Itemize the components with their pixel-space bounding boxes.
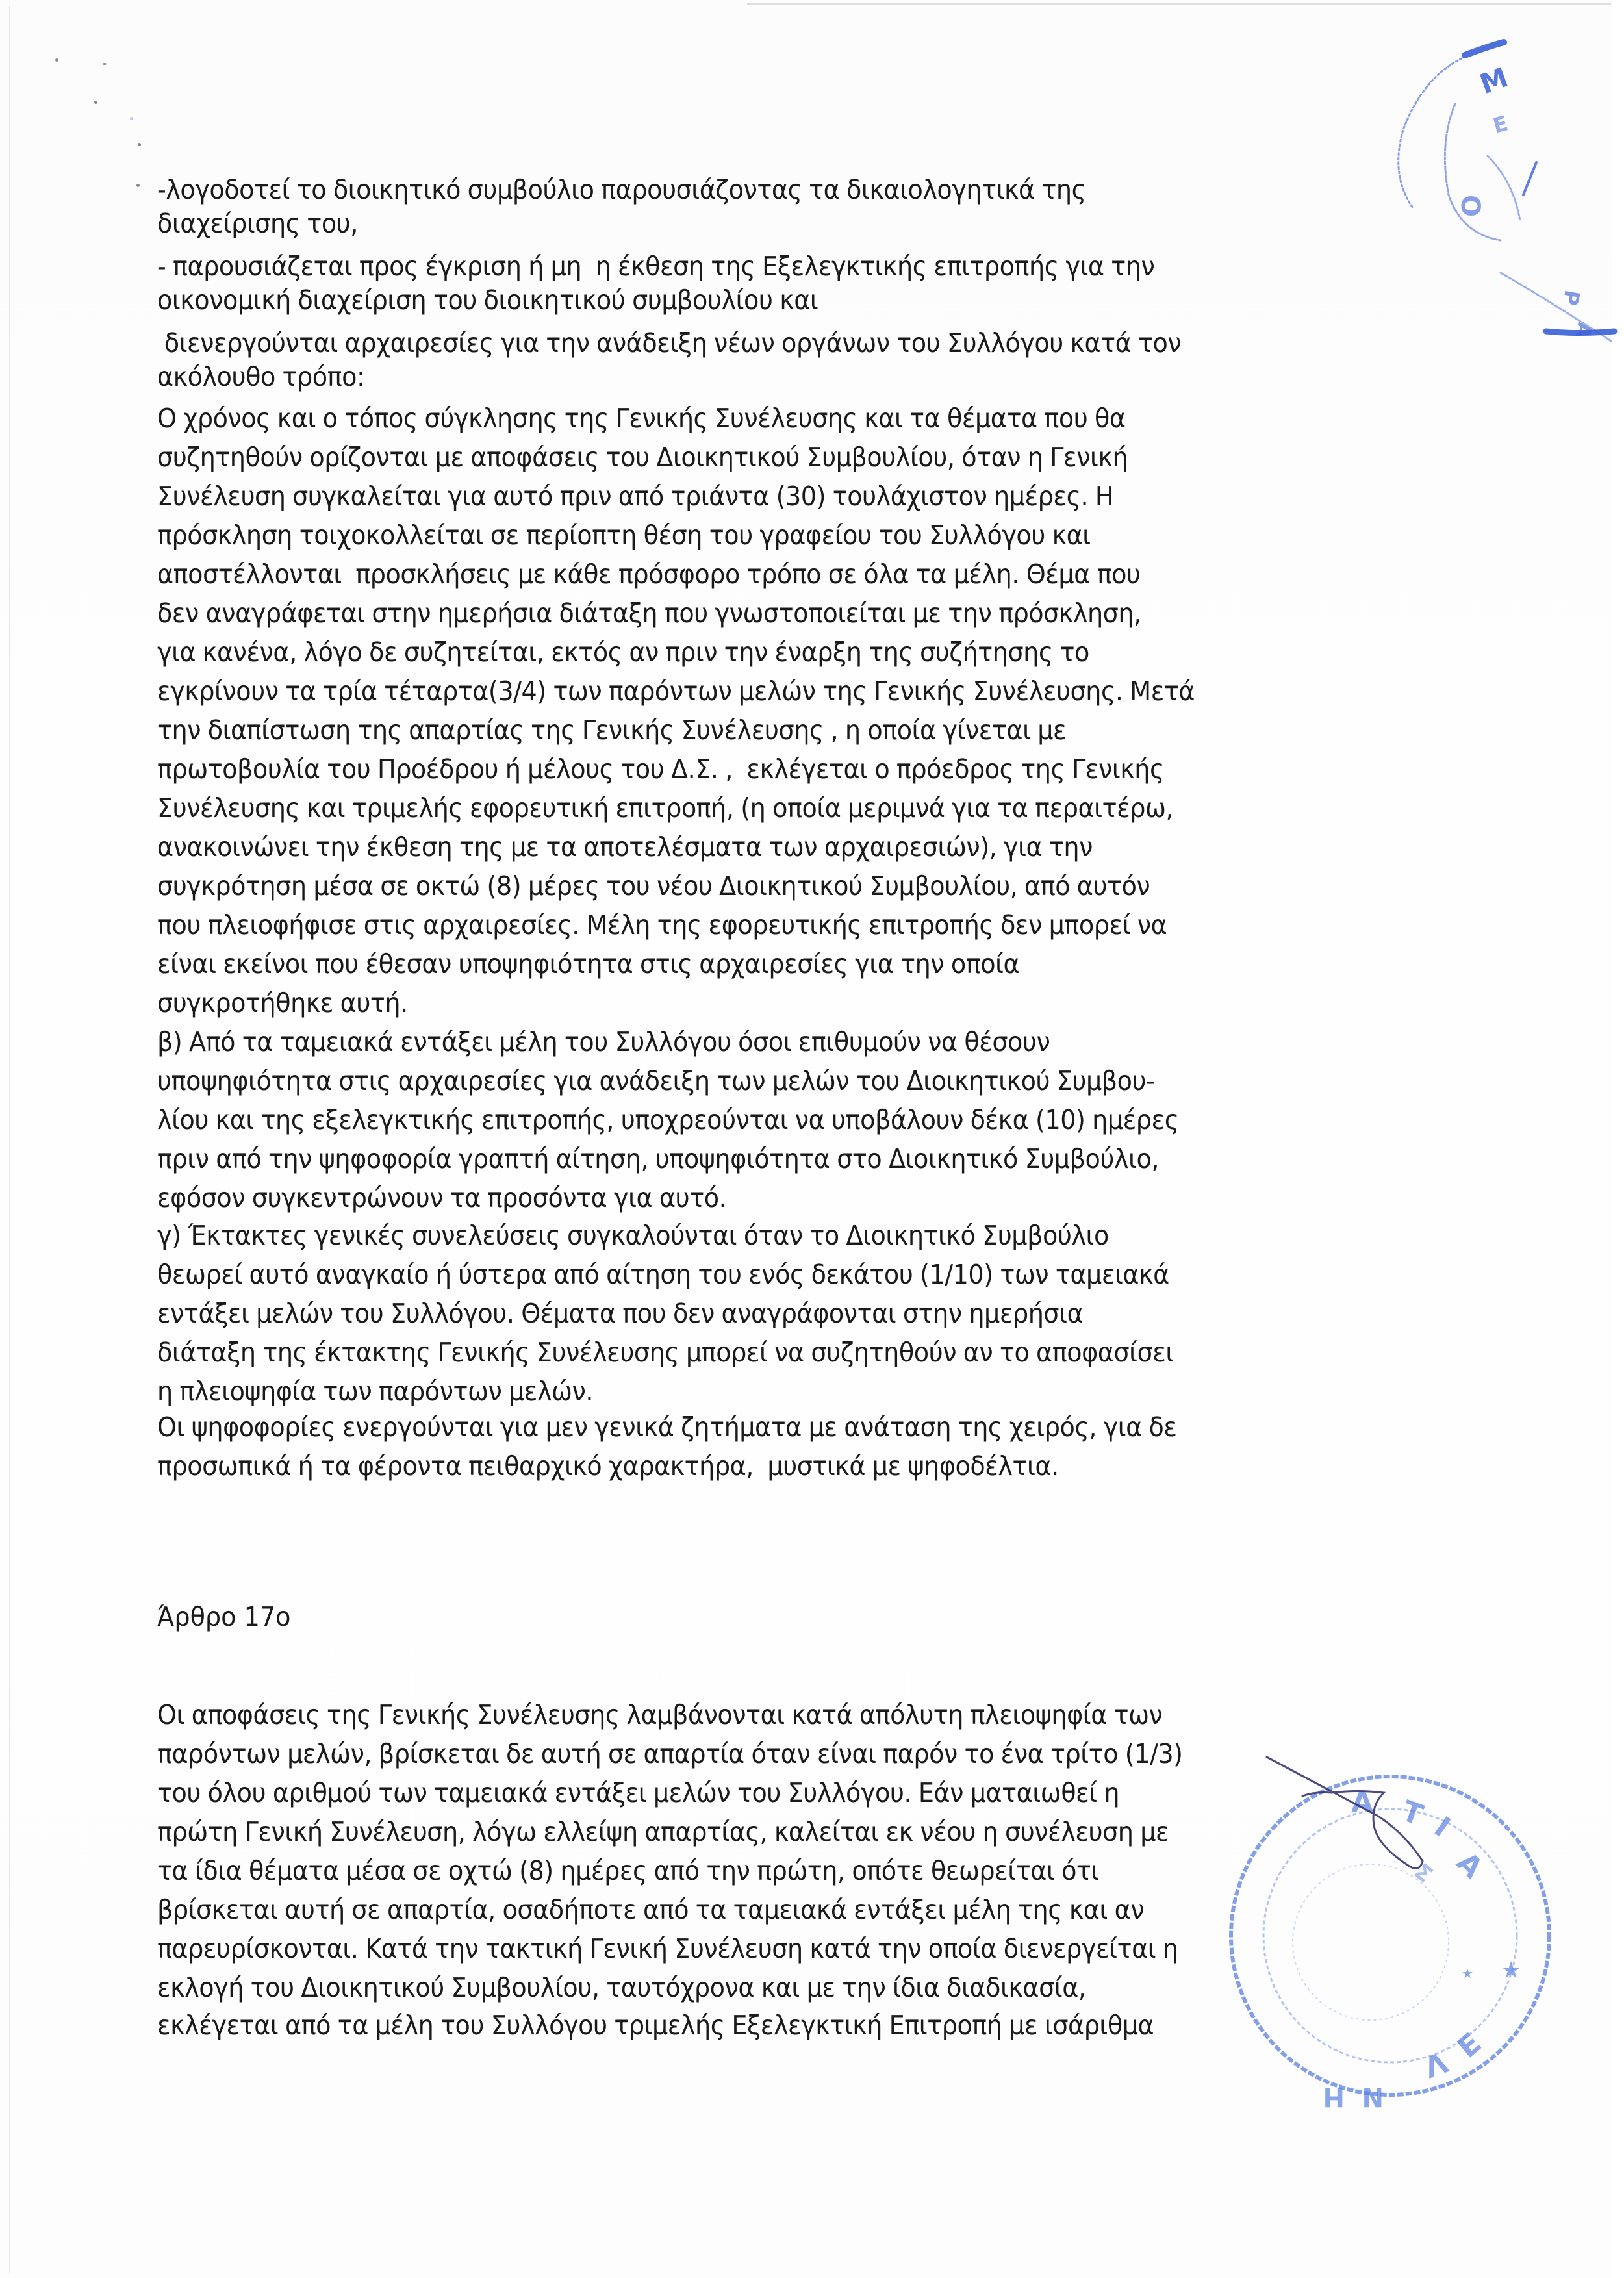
- svg-text:★: ★: [1501, 1957, 1522, 1984]
- svg-text:Ε: Ε: [1490, 110, 1511, 138]
- article-heading: Άρθρο 17ο: [157, 1601, 291, 1632]
- scan-edge-left: [9, 6, 10, 2273]
- text-line: Συνέλευση συγκαλείται για αυτό πριν από τριάντα (30) τουλάχιστον ημέρες. Η: [157, 481, 1114, 512]
- text-line: Συνέλευσης και τριμελής εφορευτική επιτροπή, (η οποία μεριμνά για τα περαιτέρω,: [157, 792, 1174, 824]
- svg-text:★: ★: [1462, 1966, 1473, 1981]
- text-line: παρευρίσκονται. Κατά την τακτική Γενική Συνέλευση κατά την οποία διενεργείται η: [157, 1933, 1178, 1964]
- text-line: Οι αποφάσεις της Γενικής Συνέλευσης λαμβάνονται κατά απόλυτη πλειοψηφία των: [157, 1699, 1163, 1730]
- svg-text:Σ: Σ: [1409, 1858, 1438, 1888]
- text-line: η πλειοψηφία των παρόντων μελών.: [157, 1376, 594, 1407]
- text-line: Οι ψηφοφορίες ενεργούνται για μεν γενικά ζητήματα με ανάταση της χειρός, για δε: [157, 1411, 1177, 1443]
- text-line: δεν αναγράφεται στην ημερήσια διάταξη που γνωστοποιείται με την πρόσκληση,: [157, 598, 1141, 629]
- scan-speck: [130, 117, 133, 120]
- text-line: αποστέλλονται προσκλήσεις με κάθε πρόσφορο τρόπο σε όλα τα μέλη. Θέμα που: [157, 559, 1141, 590]
- text-line: πρωτοβουλία του Προέδρου ή μέλους του Δ.Σ. , εκλέγεται ο πρόεδρος της Γενικής: [157, 753, 1164, 785]
- text-line: εντάξει μελών του Συλλόγου. Θέματα που δεν αναγράφονται στην ημερήσια: [157, 1298, 1084, 1329]
- svg-text:Α: Α: [1450, 1845, 1490, 1885]
- text-line: προσωπικά ή τα φέροντα πειθαρχικό χαρακτήρα, μυστικά με ψηφοδέλτια.: [157, 1450, 1059, 1482]
- svg-text:Ν: Ν: [1362, 2082, 1384, 2112]
- text-line: εκλογή του Διοικητικού Συμβουλίου, ταυτόχρονα και με την ίδια διαδικασία,: [157, 1972, 1086, 2003]
- text-line: - παρουσιάζεται προς έγκριση ή μη η έκθεση της Εξελεγκτικής επιτροπής για την: [157, 251, 1155, 282]
- text-line: διενεργούνται αρχαιρεσίες για την ανάδειξη νέων οργάνων του Συλλόγου κατά τον: [157, 327, 1182, 359]
- text-line: συζητηθούν ορίζονται με αποφάσεις του Διοικητικού Συμβουλίου, όταν η Γενική: [157, 442, 1128, 473]
- official-stamp-bottom: [1267, 1754, 1592, 2112]
- text-line: οικονομική διαχείριση του διοικητικού συμβουλίου και: [157, 285, 818, 316]
- official-stamp-top: [1351, 26, 1624, 340]
- svg-text:Ο: Ο: [1455, 195, 1485, 218]
- scan-speck: [94, 101, 97, 104]
- text-line: παρόντων μελών, βρίσκεται δε αυτή σε απαρτία όταν είναι παρόν το ένα τρίτο (1/3): [157, 1738, 1183, 1769]
- text-line: εγκρίνουν τα τρία τέταρτα(3/4) των παρόντων μελών της Γενικής Συνέλευσης. Μετά: [157, 676, 1195, 707]
- text-line: συγκρότηση μέσα σε οκτώ (8) μέρες του νέου Διοικητικού Συμβουλίου, από αυτόν: [157, 870, 1150, 902]
- text-line: λίου και της εξελεγκτικής επιτροπής, υποχρεούνται να υποβάλουν δέκα (10) ημέρες: [157, 1104, 1179, 1135]
- svg-text:Α: Α: [1351, 1786, 1374, 1819]
- svg-text:Ε: Ε: [1451, 2027, 1488, 2065]
- svg-text:Ι: Ι: [1428, 1810, 1456, 1844]
- scan-edge-top: [747, 3, 1611, 5]
- text-line: που πλειοφήφισε στις αρχαιρεσίες. Μέλη της εφορευτικής επιτροπής δεν μπορεί να: [157, 909, 1167, 941]
- svg-text:Α: Α: [1571, 320, 1596, 340]
- text-line: πρόσκληση τοιχοκολλείται σε περίοπτη θέση του γραφείου του Συλλόγου και: [157, 520, 1091, 551]
- svg-text:Ρ: Ρ: [1558, 288, 1585, 308]
- svg-text:Λ: Λ: [1420, 2046, 1453, 2086]
- text-line: -λογοδοτεί το διοικητικό συμβούλιο παρουσιάζοντας τα δικαιολογητικά της: [157, 174, 1086, 205]
- svg-text:Τ: Τ: [1397, 1794, 1427, 1832]
- scan-speck: [55, 58, 58, 62]
- scan-speck: [103, 63, 107, 65]
- text-line: υποψηφιότητα στις αρχαιρεσίες για ανάδειξη των μελών του Διοικητικού Συμβου-: [157, 1065, 1155, 1096]
- text-line: συγκροτήθηκε αυτή.: [157, 987, 408, 1019]
- svg-text:Μ: Μ: [1475, 61, 1512, 101]
- scan-speck: [136, 184, 140, 187]
- text-line: β) Από τα ταμειακά εντάξει μέλη του Συλλόγου όσοι επιθυμούν να θέσουν: [157, 1026, 1050, 1057]
- text-line: γ) Έκτακτες γενικές συνελεύσεις συγκαλούνται όταν το Διοικητικό Συμβούλιο: [157, 1220, 1109, 1251]
- text-line: για κανένα, λόγο δε συζητείται, εκτός αν πριν την έναρξη της συζήτησης το: [157, 637, 1089, 668]
- text-line: την διαπίστωση της απαρτίας της Γενικής Συνέλευσης , η οποία γίνεται με: [157, 715, 1067, 746]
- text-line: διάταξη της έκτακτης Γενικής Συνέλευσης μπορεί να συζητηθούν αν το αποφασίσει: [157, 1337, 1174, 1368]
- handwritten-signature: [1267, 1754, 1527, 1949]
- text-line: πριν από την ψηφοφορία γραπτή αίτηση, υποψηφιότητα στο Διοικητικό Συμβούλιο,: [157, 1143, 1159, 1174]
- text-line: είναι εκείνοι που έθεσαν υποψηφιότητα στις αρχαιρεσίες για την οποία: [157, 948, 1020, 980]
- text-line: εφόσον συγκεντρώνουν τα προσόντα για αυτό.: [157, 1182, 727, 1213]
- text-line: τα ίδια θέματα μέσα σε οχτώ (8) ημέρες από την πρώτη, οπότε θεωρείται ότι: [157, 1855, 1099, 1886]
- text-line: θεωρεί αυτό αναγκαίο ή ύστερα από αίτηση του ενός δεκάτου (1/10) των ταμειακά: [157, 1259, 1169, 1290]
- text-line: εκλέγεται από τα μέλη του Συλλόγου τριμελής Εξελεγκτική Επιτροπή με ισάριθμα: [157, 2010, 1154, 2041]
- text-line: ακόλουθο τρόπο:: [157, 361, 365, 392]
- text-line: πρώτη Γενική Συνέλευση, λόγω ελλείψη απαρτίας, καλείται εκ νέου η συνέλευση με: [157, 1816, 1169, 1847]
- text-line: βρίσκεται αυτή σε απαρτία, οσαδήποτε από τα ταμειακά εντάξει μέλη της και αν: [157, 1894, 1145, 1925]
- scan-speck: [138, 143, 141, 146]
- svg-text:Η: Η: [1323, 2082, 1345, 2112]
- text-line: ανακοινώνει την έκθεση της με τα αποτελέσματα των αρχαιρεσιών), για την: [157, 831, 1093, 863]
- text-line: του όλου αριθμού των ταμειακά εντάξει μελών του Συλλόγου. Εάν ματαιωθεί η: [157, 1777, 1120, 1808]
- text-line: Ο χρόνος και ο τόπος σύγκλησης της Γενικής Συνέλευσης και τα θέματα που θα: [157, 403, 1126, 434]
- text-line: διαχείρισης του,: [157, 208, 358, 239]
